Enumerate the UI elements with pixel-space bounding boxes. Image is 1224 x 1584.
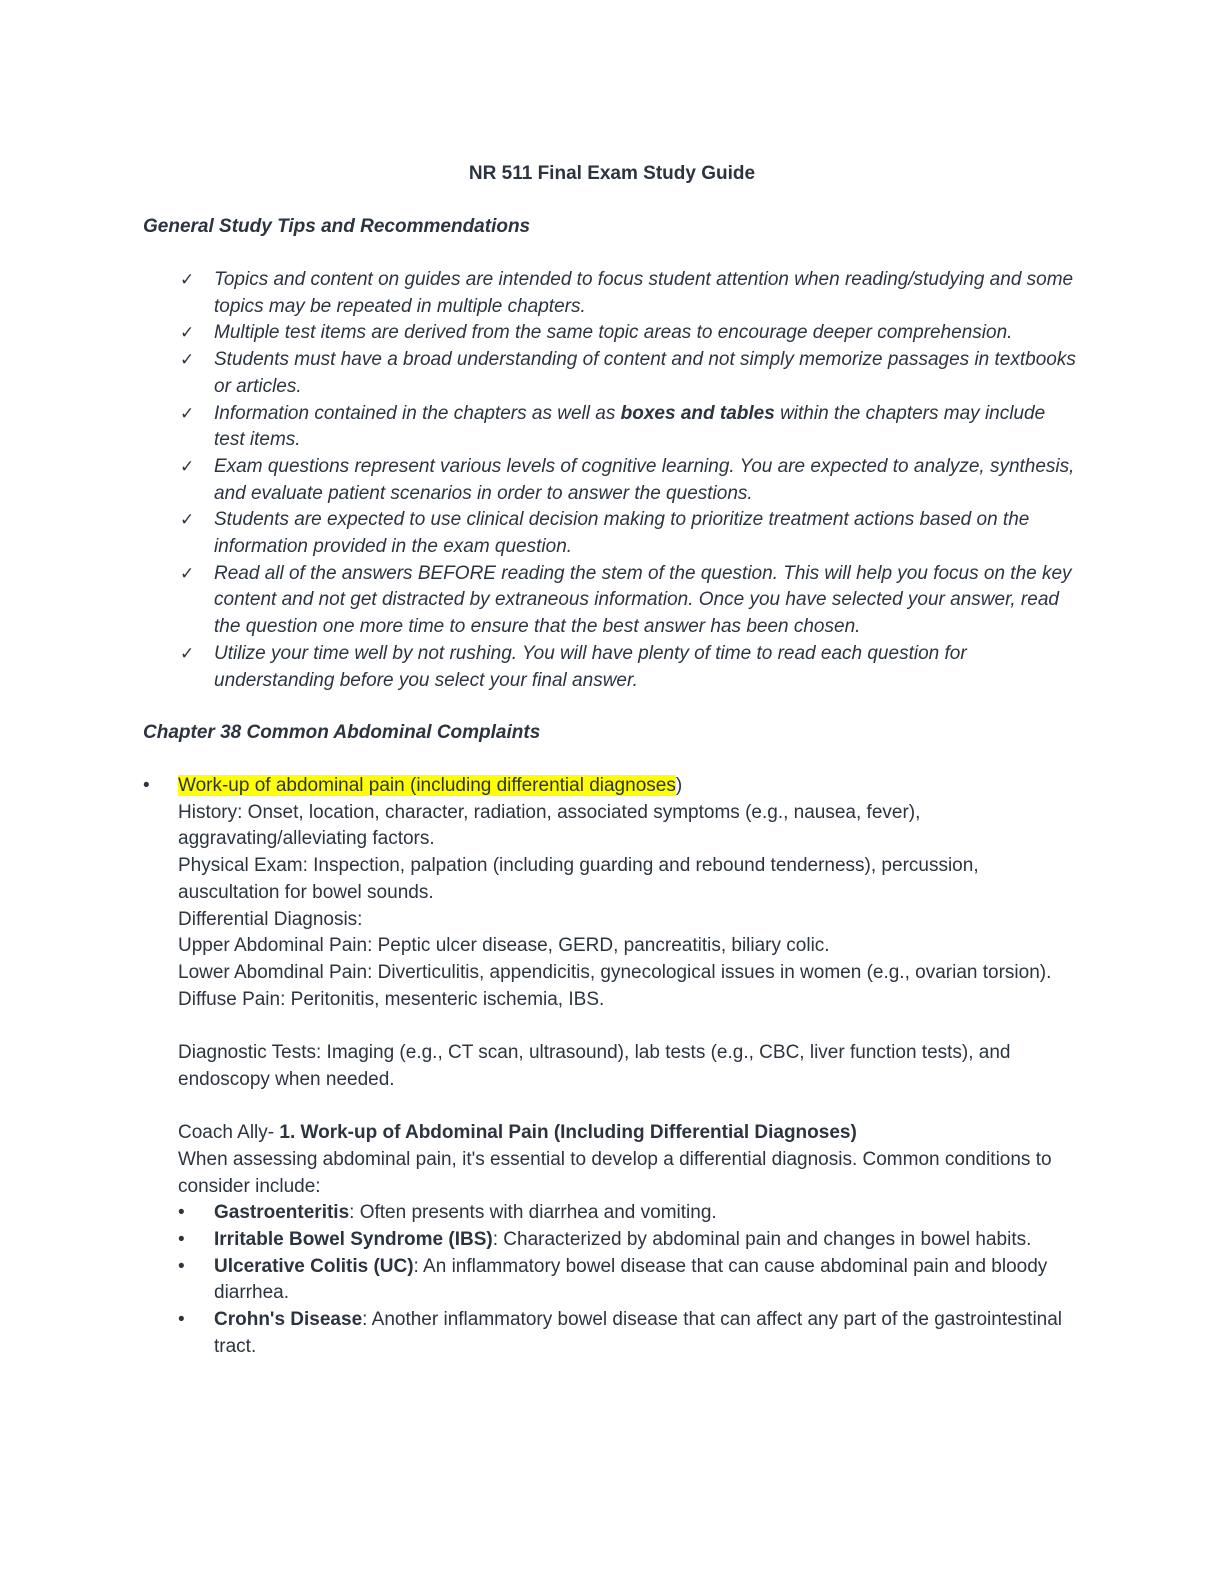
condition-item xyxy=(178,1227,1073,1254)
tip-text-before: Information contained in the chapters as well as xyxy=(214,402,621,424)
condition-name: Crohn's Disease xyxy=(214,1309,363,1331)
tip-item xyxy=(178,454,1078,507)
checkmark-icon: ✓ xyxy=(180,510,195,530)
condition-desc: : An inflammatory bowel disease that can cause abdominal pain and bloody diarrhea. xyxy=(214,1255,1048,1304)
coach-title: 1. Work-up of Abdominal Pain (Including Differential Diagnoses) xyxy=(279,1122,857,1144)
document-title: NR 511 Final Exam Study Guide xyxy=(468,163,756,184)
lower-pain-text: Lower Abomdinal Pain: Diverticulitis, appendicitis, gynecological issues in women (e.g., ovarian torsion). xyxy=(178,961,1052,983)
tip-item xyxy=(178,320,1078,347)
checkmark-icon: ✓ xyxy=(180,456,195,476)
tip-item xyxy=(178,561,1078,641)
differential-label: Differential Diagnosis: xyxy=(178,908,363,930)
checkmark-icon: ✓ xyxy=(180,270,195,289)
tip-item xyxy=(178,347,1078,400)
coach-ally-line xyxy=(178,1120,1073,1147)
tip-text: Students are expected to use clinical decision making to prioritize treatment actions based on the information provided in the exam question. xyxy=(214,509,1030,558)
tip-text: Students must have a broad understanding of content and not simply memorize passages in textbooks or articles. xyxy=(214,349,1076,397)
history-text: History: Onset, location, character, radiation, associated symptoms (e.g., nausea, fever), aggravating/alleviating factors. xyxy=(178,801,921,850)
checkmark-icon: ✓ xyxy=(180,643,195,663)
topic-title-line xyxy=(178,773,1073,800)
tip-text: Utilize your time well by not rushing. You will have plenty of time to read each question for understanding before you select your final answer. xyxy=(214,642,967,691)
chapter-heading: Chapter 38 Common Abdominal Complaints xyxy=(143,722,541,743)
tip-item xyxy=(178,401,1078,454)
checkmark-icon: ✓ xyxy=(180,350,195,370)
tip-text: Multiple test items are derived from the same topic areas to encourage deeper comprehension. xyxy=(214,322,1013,344)
coach-prefix: Coach Ally- xyxy=(178,1122,280,1144)
bullet-icon: • xyxy=(143,775,150,796)
tip-item xyxy=(178,507,1078,560)
condition-name: Gastroenteritis xyxy=(214,1202,350,1224)
checkmark-icon: ✓ xyxy=(180,323,195,343)
coach-intro-text: When assessing abdominal pain, it's essential to develop a differential diagnosis. Common conditions to consider include: xyxy=(178,1148,1052,1197)
spacer xyxy=(178,1013,1073,1040)
topic-item-workup xyxy=(143,773,1073,1360)
tip-text-after: within the chapters may include test items. xyxy=(214,402,1046,451)
upper-pain-text: Upper Abdominal Pain: Peptic ulcer disease, GERD, pancreatitis, biliary colic. xyxy=(178,935,830,957)
chapter-topic-list xyxy=(143,773,1073,1360)
tip-item xyxy=(178,267,1078,320)
bullet-icon: • xyxy=(178,1309,185,1331)
tip-text: Exam questions represent various levels of cognitive learning. You are expected to analyze, synthesis, and evaluate patient scenarios in order to answer the questions. xyxy=(214,455,1075,504)
topic-title-highlighted: Work-up of abdominal pain (including differential diagnoses xyxy=(178,775,676,796)
condition-item xyxy=(178,1307,1073,1360)
bullet-icon: • xyxy=(178,1202,185,1224)
diffuse-pain-text: Diffuse Pain: Peritonitis, mesenteric ischemia, IBS. xyxy=(178,988,605,1010)
condition-desc: : Characterized by abdominal pain and changes in bowel habits. xyxy=(492,1228,1032,1250)
physical-exam-text: Physical Exam: Inspection, palpation (including guarding and rebound tenderness), percussion, auscultation for bowel sounds. xyxy=(178,855,979,903)
tip-text: Topics and content on guides are intended to focus student attention when reading/studying and some topics may be repeated in multiple chapters. xyxy=(214,269,1074,317)
tip-item xyxy=(178,641,1078,694)
topic-title-closing: ) xyxy=(675,775,683,796)
checkmark-icon: ✓ xyxy=(180,563,195,583)
condition-desc: : Often presents with diarrhea and vomiting. xyxy=(349,1202,717,1224)
bullet-icon: • xyxy=(178,1255,185,1277)
condition-name: Irritable Bowel Syndrome (IBS) xyxy=(214,1228,493,1250)
bullet-icon: • xyxy=(178,1228,185,1250)
checkmark-icon: ✓ xyxy=(180,403,195,423)
tips-heading: General Study Tips and Recommendations xyxy=(143,216,531,237)
condition-name: Ulcerative Colitis (UC) xyxy=(214,1255,414,1277)
spacer xyxy=(178,1093,1073,1120)
conditions-list xyxy=(178,1200,1073,1360)
tip-text: Read all of the answers BEFORE reading the stem of the question. This will help you focus on the key content and not get distracted by extraneous information. Once you have selected your answer, read the question one more time to ensure that the best answer has been chosen. xyxy=(214,562,1072,638)
tip-text-bold: boxes and tables xyxy=(620,402,775,424)
tips-list xyxy=(178,267,1078,694)
condition-item xyxy=(178,1254,1073,1307)
condition-item xyxy=(178,1200,1073,1227)
diagnostic-tests-text: Diagnostic Tests: Imaging (e.g., CT scan, ultrasound), lab tests (e.g., CBC, liver function tests), and endoscopy when needed. xyxy=(178,1042,1011,1090)
condition-desc: : Another inflammatory bowel disease that can affect any part of the gastrointestinal tract. xyxy=(214,1309,1063,1357)
